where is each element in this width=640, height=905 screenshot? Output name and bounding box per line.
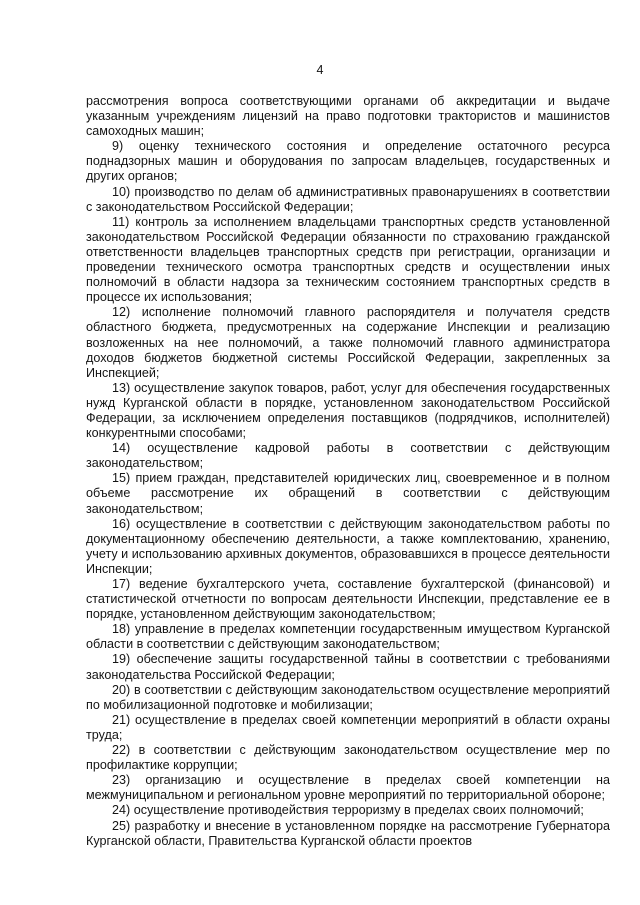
paragraph-item-14: 14) осуществление кадровой работы в соответствии с действующим законодательством; bbox=[86, 441, 610, 471]
paragraph-continuation: рассмотрения вопроса соответствующими органами об аккредитации и выдаче указанным учреждениям лицензий на право подготовки трактористов и машинистов самоходных машин; bbox=[86, 94, 610, 139]
document-body bbox=[86, 94, 610, 849]
paragraph-item-13: 13) осуществление закупок товаров, работ, услуг для обеспечения государственных нужд Курганской области в порядке, установленном законодательством Российской Федерации, за исключением определения поставщиков (подрядчиков, исполнителей) конкурентными способами; bbox=[86, 380, 610, 441]
paragraph-item-10: 10) производство по делам об административных правонарушениях в соответствии с законодательством Российской Федерации; bbox=[86, 184, 610, 214]
paragraph-item-9: 9) оценку технического состояния и определение остаточного ресурса поднадзорных машин и оборудования по запросам владельцев, государственных и других органов; bbox=[86, 139, 610, 184]
paragraph-item-19: 19) обеспечение защиты государственной тайны в соответствии с требованиями законодательства Российской Федерации; bbox=[86, 652, 610, 682]
paragraph-item-20: 20) в соответствии с действующим законодательством осуществление мероприятий по мобилизационной подготовке и мобилизации; bbox=[86, 682, 610, 712]
paragraph-item-15: 15) прием граждан, представителей юридических лиц, своевременное и в полном объеме рассмотрение их обращений в соответствии с действующим законодательством; bbox=[86, 471, 610, 516]
paragraph-item-18: 18) управление в пределах компетенции государственным имуществом Курганской области в соответствии с действующим законодательством; bbox=[86, 622, 610, 652]
paragraph-item-24: 24) осуществление противодействия терроризму в пределах своих полномочий; bbox=[112, 803, 584, 818]
paragraph-item-21: 21) осуществление в пределах своей компетенции мероприятий в области охраны труда; bbox=[86, 712, 610, 742]
page-number: 4 bbox=[316, 63, 324, 77]
paragraph-item-25: 25) разработку и внесение в установленном порядке на рассмотрение Губернатора Курганской области, Правительства Курганской области проектов bbox=[86, 818, 610, 848]
paragraph-item-22: 22) в соответствии с действующим законодательством осуществление мер по профилактике коррупции; bbox=[86, 743, 610, 773]
paragraph-item-12: 12) исполнение полномочий главного распорядителя и получателя средств областного бюджета, предусмотренных на содержание Инспекции и реализацию возложенных на нее полномочий, а также полномочий главного администратора доходов бюджетов бюджетной системы Российской Федерации, закрепленных за Инспекцией; bbox=[86, 305, 610, 380]
paragraph-item-16: 16) осуществление в соответствии с действующим законодательством работы по документационному обеспечению деятельности, а также комплектованию, хранению, учету и использованию архивных документов, образовавшихся в процессе деятельности Инспекции; bbox=[86, 516, 610, 576]
paragraph-item-11: 11) контроль за исполнением владельцами транспортных средств установленной законодательством Российской Федерации обязанности по страхованию гражданской ответственности владельцев транспортных средств при регистрации, организации и проведении технического осмотра транспортных средств и осуществлении иных полномочий в области надзора за техническим состоянием транспортных средств в процессе их использования; bbox=[86, 214, 610, 305]
paragraph-item-17: 17) ведение бухгалтерского учета, составление бухгалтерской (финансовой) и статистической отчетности по вопросам деятельности Инспекции, представление ее в порядке, установленном действующим законодательством; bbox=[86, 577, 610, 622]
paragraph-item-23: 23) организацию и осуществление в пределах своей компетенции на межмуниципальном и региональном уровне мероприятий по территориальной обороне; bbox=[86, 773, 610, 803]
